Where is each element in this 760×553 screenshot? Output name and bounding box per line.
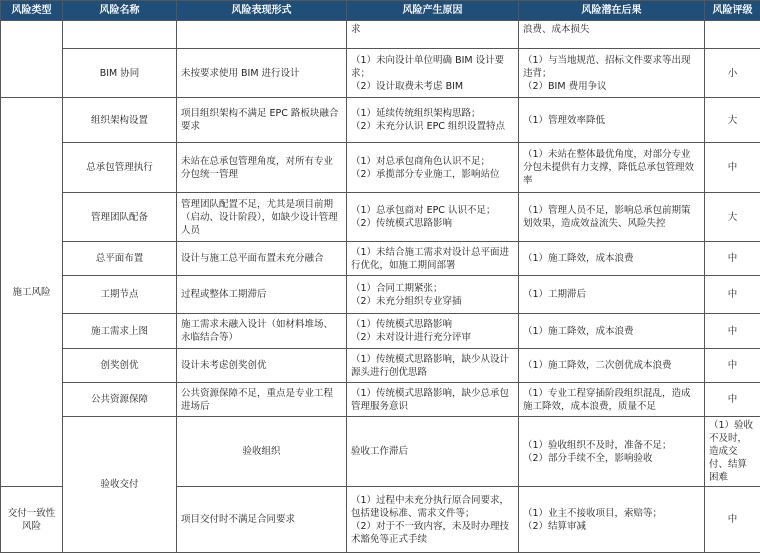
risk-cause-line: （1）传统模式思路影响，缺少从设计源头进行创优思路 [351, 353, 514, 379]
risk-consequence-line: （1）未站在整体最优角度，对部分专业分包未提供有力支撑，降低总承包管理效率 [523, 148, 700, 187]
risk-name-cell: 总承包管理执行 [63, 143, 177, 193]
risk-rating-cell: 中 [705, 487, 760, 553]
risk-cause-cell [347, 21, 519, 49]
risk-cause-line: （1）验收组织不及时，准备不足； [523, 439, 700, 452]
risk-rating-cell: 中 [705, 383, 760, 417]
risk-form-line: 过程或整体工期滞后 [181, 288, 342, 301]
risk-form-cell [177, 193, 347, 242]
risk-cause-line: （1）对总承包商角色认识不足； [351, 155, 514, 168]
risk-consequence-cell [519, 314, 705, 349]
risk-consequence-line: （1）施工降效，成本浪费 [523, 325, 700, 338]
risk-type-cell: 验收交付 [63, 417, 177, 553]
risk-name-cell: 公共资源保障 [63, 383, 177, 417]
risk-consequence-line: 浪费、成本损失 [523, 23, 700, 36]
risk-cause-cell [519, 417, 705, 487]
risk-cause-cell [347, 193, 519, 242]
risk-form-line: 验收工作滞后 [351, 445, 514, 458]
risk-name-cell: 创奖创优 [63, 349, 177, 383]
risk-consequence-cell [519, 49, 705, 98]
risk-consequence-line: （1）与当地规范、招标文件要求等出现违背； [523, 54, 700, 80]
risk-cause-line: （2）部分手续不全，影响验收 [523, 452, 700, 465]
risk-name-cell: BIM 协同 [63, 49, 177, 98]
table-row [1, 383, 760, 417]
header-risk-name: 风险名称 [63, 1, 177, 21]
risk-name-cell [63, 21, 177, 49]
risk-cause-line: （2）传统模式思路影响 [351, 217, 514, 230]
risk-consequence-line: （2）BIM 费用争议 [523, 80, 700, 93]
risk-name-cell: 总平面布置 [63, 242, 177, 276]
header-risk-consequence: 风险潜在后果 [519, 1, 705, 21]
risk-consequence-cell [519, 193, 705, 242]
table-row [1, 49, 760, 98]
risk-form-cell [177, 143, 347, 193]
header-risk-rating: 风险评级 [705, 1, 760, 21]
table-row [1, 349, 760, 383]
header-risk-cause: 风险产生原因 [347, 1, 519, 21]
risk-cause-cell [347, 49, 519, 98]
risk-consequence-cell [519, 21, 705, 49]
risk-consequence-cell [519, 143, 705, 193]
risk-rating-cell: 中 [705, 314, 760, 349]
risk-cause-cell [347, 349, 519, 383]
risk-consequence-cell [519, 276, 705, 314]
risk-form-cell [177, 276, 347, 314]
risk-cause-line: （1）延续传统组织架构思路； [351, 107, 514, 120]
table-row [1, 98, 760, 143]
risk-form-cell [177, 21, 347, 49]
risk-consequence-cell [519, 98, 705, 143]
risk-form-cell [177, 49, 347, 98]
risk-cause-cell [347, 242, 519, 276]
risk-consequence-line: （1）管理效率降低 [523, 114, 700, 127]
risk-form-line: 施工需求未融入设计（如材料堆场、永临结合等） [181, 318, 342, 344]
risk-consequence-line: （1）施工降效，成本浪费 [523, 252, 700, 265]
risk-form-cell [177, 98, 347, 143]
risk-form-cell [177, 349, 347, 383]
risk-form-line: 未按要求使用 BIM 进行设计 [181, 67, 342, 80]
risk-cause-line: （1）未结合施工需求对设计总平面进行优化，如施工期间部署 [351, 246, 514, 272]
risk-form-line: 项目组织架构不满足 EPC 路板块融合要求 [181, 107, 342, 133]
risk-cause-cell [347, 276, 519, 314]
risk-form-line: 设计未考虑创奖创优 [181, 359, 342, 372]
risk-rating-cell: 小 [705, 49, 760, 98]
risk-form-line: 项目交付时不满足合同要求 [181, 513, 342, 526]
risk-cause-cell [347, 98, 519, 143]
risk-cause-line: （2）未充分认识 EPC 组织设置特点 [351, 120, 514, 133]
risk-cause-cell [347, 314, 519, 349]
table-row [1, 417, 760, 487]
risk-cause-line: （1）合同工期紧张； [351, 282, 514, 295]
risk-form-line: 未站在总承包管理角度，对所有专业分包统一管理 [181, 155, 342, 181]
header-risk-form: 风险表现形式 [177, 1, 347, 21]
risk-consequence-cell [519, 349, 705, 383]
risk-name-cell: 施工需求上图 [63, 314, 177, 349]
risk-form-cell [177, 314, 347, 349]
risk-cause-cell [347, 383, 519, 417]
risk-rating-cell [705, 21, 760, 49]
risk-rating-cell: 中 [705, 143, 760, 193]
risk-name-cell: 交付一致性风险 [1, 487, 63, 553]
table-row [1, 314, 760, 349]
risk-name-cell: 验收组织 [177, 417, 347, 487]
risk-cause-line: （2）对于不一致内容，未及时办理技术豁免等正式手续 [351, 520, 514, 546]
risk-rating-cell: 中 [705, 349, 760, 383]
risk-name-cell: 管理团队配备 [63, 193, 177, 242]
table-header-row [1, 1, 760, 21]
risk-cause-line: （2）设计取费未考虑 BIM [351, 80, 514, 93]
risk-cause-line: （2）未对设计进行充分评审 [351, 331, 514, 344]
risk-consequence-cell [519, 383, 705, 417]
risk-consequence-cell [705, 417, 760, 487]
risk-cause-line: （1）传统模式思路影响，缺少总承包管理服务意识 [351, 387, 514, 413]
risk-consequence-line: （1）专业工程穿插阶段组织混乱，造成施工降效，成本浪费，质量不足 [523, 387, 700, 413]
risk-cause-cell [347, 143, 519, 193]
risk-consequence-line: （2）结算审减 [523, 520, 700, 533]
risk-form-cell [177, 242, 347, 276]
risk-type-cell [1, 21, 63, 98]
risk-form-cell [347, 417, 519, 487]
table-row [1, 276, 760, 314]
table-row [1, 143, 760, 193]
risk-consequence-line: （1）验收不及时，造成交付、结算困难 [709, 419, 756, 484]
table-row [1, 21, 760, 49]
risk-cause-line: （1）总承包商对 EPC 认识不足； [351, 204, 514, 217]
risk-consequence-line: （1）工期滞后 [523, 288, 700, 301]
risk-cause-line: 求 [351, 23, 514, 36]
risk-cause-line: （1）传统模式思路影响 [351, 318, 514, 331]
risk-form-line: 公共资源保障不足，重点是专业工程进场后 [181, 387, 342, 413]
risk-cause-line: （1）过程中未充分执行原合同要求，包括建设标准、需求文件等； [351, 494, 514, 520]
risk-type-cell: 施工风险 [1, 98, 63, 487]
risk-rating-cell: 大 [705, 193, 760, 242]
risk-rating-cell: 中 [705, 242, 760, 276]
risk-consequence-line: （1）管理人员不足，影响总承包前期策划效果，造成效益流失、风险失控 [523, 204, 700, 230]
table-row [1, 242, 760, 276]
header-risk-type: 风险类型 [1, 1, 63, 21]
risk-form-cell [177, 383, 347, 417]
risk-name-cell: 组织架构设置 [63, 98, 177, 143]
risk-form-line: 管理团队配置不足，尤其是项目前期（启动、设计阶段），如缺少设计管理人员 [181, 198, 342, 237]
risk-rating-cell: 中 [705, 276, 760, 314]
risk-rating-cell: 大 [705, 98, 760, 143]
risk-name-cell: 工期节点 [63, 276, 177, 314]
risk-cause-line: （2）未充分组织专业穿插 [351, 295, 514, 308]
risk-consequence-line: （1）业主不接收项目，索赔等； [523, 507, 700, 520]
risk-form-line: 设计与施工总平面布置未充分融合 [181, 252, 342, 265]
risk-consequence-line: （1）施工降效，二次创优成本浪费 [523, 359, 700, 372]
risk-cause-line: （1）未向设计单位明确 BIM 设计要求； [351, 54, 514, 80]
risk-consequence-cell [519, 242, 705, 276]
table-row [1, 193, 760, 242]
risk-cause-line: （2）承揽部分专业施工，影响站位 [351, 168, 514, 181]
